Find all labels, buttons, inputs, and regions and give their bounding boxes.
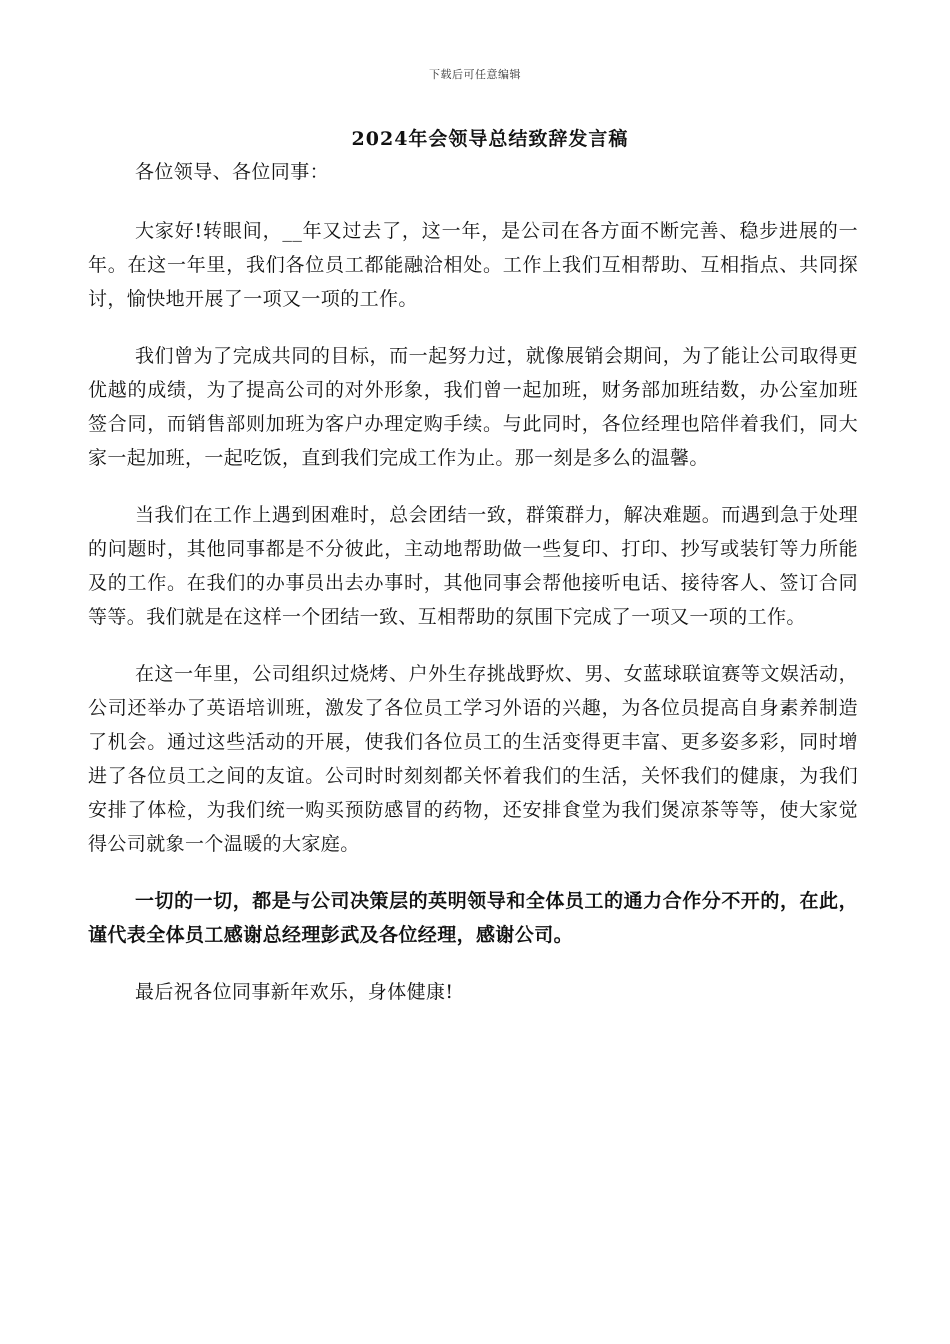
- body-paragraph-2: 我们曾为了完成共同的目标，而一起努力过，就像展销会期间，为了能让公司取得更优越的成绩，为了提高公司的对外形象，我们曾一起加班，财务部加班结数，办公室加班签合同，而销售部则加班为客户办理定购手续。与此同时，各位经理也陪伴着我们，同大家一起加班，一起吃饭，直到我们完成工作为止。那一刻是多么的温馨。: [88, 345, 858, 469]
- closing-paragraph: 最后祝各位同事新年欢乐，身体健康!: [135, 981, 454, 1003]
- greeting-paragraph: 各位领导、各位同事：: [135, 161, 330, 183]
- body-paragraph-3: 当我们在工作上遇到困难时，总会团结一致，群策群力，解决难题。而遇到急于处理的问题时，其他同事都是不分彼此，主动地帮助做一些复印、打印、抄写或装钉等力所能及的工作。在我们的办事员出去办事时，其他同事会帮他接听电话、接待客人、签订合同等等。我们就是在这样一个团结一致、互相帮助的氛围下完成了一项又一项的工作。: [88, 504, 858, 628]
- thanks-paragraph: 一切的一切，都是与公司决策层的英明领导和全体员工的通力合作分不开的，在此，谨代表全体员工感谢总经理彭武及各位经理，感谢公司。: [88, 890, 858, 946]
- body-paragraph-4: 在这一年里，公司组织过烧烤、户外生存挑战野炊、男、女蓝球联谊赛等文娱活动，公司还举办了英语培训班，激发了各位员工学习外语的兴趣，为各位员提高自身素养制造了机会。通过这些活动的开展，使我们各位员工的生活变得更丰富、更多姿多彩，同时增进了各位员工之间的友谊。公司时时刻刻都关怀着我们的生活，关怀我们的健康，为我们安排了体检，为我们统一购买预防感冒的药物，还安排食堂为我们煲凉茶等等，使大家觉得公司就象一个温暖的大家庭。: [88, 663, 858, 855]
- document-title: 2024年会领导总结致辞发言稿: [351, 128, 629, 150]
- body-paragraph-1: 大家好!转眼间，__年又过去了，这一年，是公司在各方面不断完善、稳步进展的一年。在这一年里，我们各位员工都能融洽相处。工作上我们互相帮助、互相指点、共同探讨，愉快地开展了一项又一项的工作。: [88, 220, 858, 310]
- document-body: [88, 155, 858, 1032]
- header-note: 下载后可任意编辑: [429, 68, 521, 81]
